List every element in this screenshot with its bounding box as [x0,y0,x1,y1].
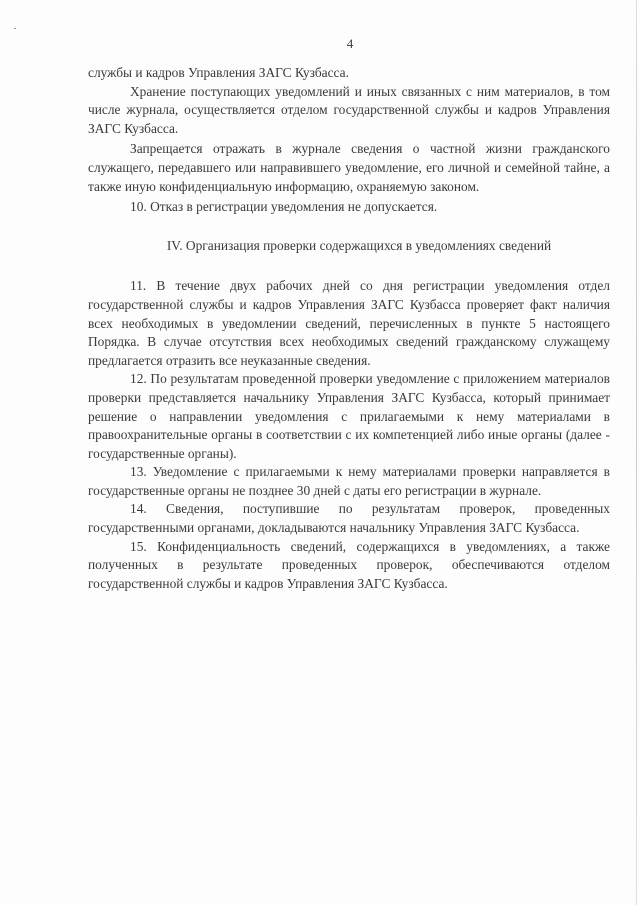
paragraph-prohibition: Запрещается отражать в журнале сведения о частной жизни гражданского служащего, передавшего или направившего уведомление, его личной и семейной тайне, а также иную конфиденциальную информацию, охраняемую законом. [88,141,610,194]
paragraph-item-14: 14. Сведения, поступившие по результатам проверок, проведенных государственными органами, докладываются начальнику Управления ЗАГС Кузбасса. [88,501,610,536]
paragraph-storage: Хранение поступающих уведомлений и иных связанных с ним материалов, в том числе журнала, осуществляется отделом государственной службы и кадров Управления ЗАГС Кузбасса. [88,83,610,136]
document-body [88,64,610,593]
paragraph-item-10: 10. Отказ в регистрации уведомления не допускается. [130,199,438,215]
paragraph-item-12: 12. По результатам проведенной проверки уведомление с приложением материалов проверки представляется начальнику Управления ЗАГС Кузбасса, который принимает решение о направлении уведомления с прилагаемыми к нему материалами в правоохранительные органы в соответствии с их компетенцией либо иные органы (далее - государственные органы). [88,371,610,461]
page-number: 4 [346,36,354,51]
paragraph-item-11: 11. В течение двух рабочих дней со дня регистрации уведомления отдел государственной службы и кадров Управления ЗАГС Кузбасса проверяет факт наличия всех необходимых в уведомлении сведений, перечисленных в пункте 5 настоящего Порядка. В случае отсутствия всех необходимых сведений гражданскому служащему предлагается отразить все неуказанные сведения. [88,278,610,368]
section-heading: IV. Организация проверки содержащихся в уведомлениях сведений [166,237,552,253]
scan-speck [14,28,16,29]
paragraph-continuation: службы и кадров Управления ЗАГС Кузбасса. [88,65,349,80]
paragraph-item-13: 13. Уведомление с прилагаемыми к нему материалами проверки направляется в государственные органы не позднее 30 дней с даты его регистрации в журнале. [88,464,610,498]
paragraph-item-15: 15. Конфиденциальность сведений, содержащихся в уведомлениях, а также полученных в результате проведенных проверок, обеспечиваются отделом государственной службы и кадров Управления ЗАГС Кузбасса. [88,538,610,591]
scan-edge-line [636,0,637,905]
